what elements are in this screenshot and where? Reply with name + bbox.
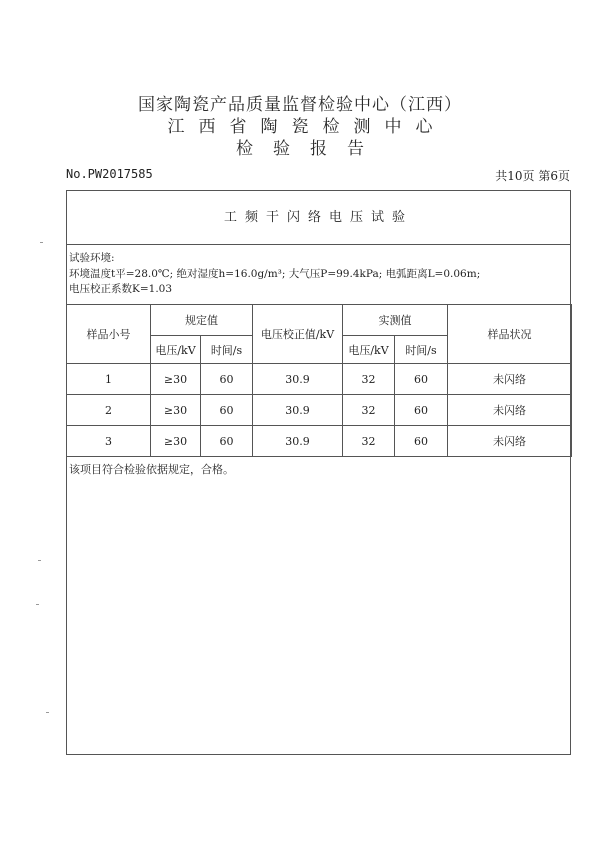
cell-sample-no: 3 xyxy=(67,426,151,457)
header-specified: 规定值 xyxy=(151,305,253,336)
voltage-correction: 电压校正系数K=1.03 xyxy=(69,283,173,295)
header-spec-voltage: 电压/kV xyxy=(151,336,201,364)
cell-spec-voltage: ≥30 xyxy=(151,364,201,395)
cell-meas-time: 60 xyxy=(395,364,448,395)
header-measured: 实测值 xyxy=(343,305,448,336)
cell-corrected: 30.9 xyxy=(253,395,343,426)
header-spec-time: 时间/s xyxy=(201,336,253,364)
header-status: 样品状况 xyxy=(448,305,572,364)
scan-speck xyxy=(36,604,39,605)
cell-status: 未闪络 xyxy=(448,395,572,426)
table-row xyxy=(67,426,572,457)
cell-spec-time: 60 xyxy=(201,395,253,426)
cell-corrected: 30.9 xyxy=(253,426,343,457)
cell-corrected: 30.9 xyxy=(253,364,343,395)
cell-sample-no: 2 xyxy=(67,395,151,426)
page-info: 共10页 第6页 xyxy=(495,169,570,183)
cell-status: 未闪络 xyxy=(448,426,572,457)
report-frame xyxy=(66,190,571,755)
cell-meas-time: 60 xyxy=(395,395,448,426)
table-row xyxy=(67,364,572,395)
header-meas-time: 时间/s xyxy=(395,336,448,364)
cell-status: 未闪络 xyxy=(448,364,572,395)
cell-meas-voltage: 32 xyxy=(343,395,395,426)
cell-spec-voltage: ≥30 xyxy=(151,395,201,426)
cell-spec-voltage: ≥30 xyxy=(151,426,201,457)
environment-label: 试验环境: xyxy=(69,252,115,264)
header-meas-voltage: 电压/kV xyxy=(343,336,395,364)
header-corrected: 电压校正值/kV xyxy=(253,305,343,364)
cell-spec-time: 60 xyxy=(201,364,253,395)
scan-speck xyxy=(38,560,41,561)
results-table xyxy=(66,304,572,457)
table-row xyxy=(67,395,572,426)
scan-speck xyxy=(46,712,49,713)
cell-meas-voltage: 32 xyxy=(343,364,395,395)
conclusion-text: 该项目符合检验依据规定，合格。 xyxy=(69,463,234,476)
cell-sample-no: 1 xyxy=(67,364,151,395)
report-number: No.PW2017585 xyxy=(66,167,153,181)
header-sample-no: 样品小号 xyxy=(67,305,151,364)
report-center-title: 江西省陶瓷检测中心 xyxy=(167,117,447,137)
scan-speck xyxy=(40,242,43,243)
cell-meas-time: 60 xyxy=(395,426,448,457)
environment-block xyxy=(69,251,480,298)
test-title: 工频干闪络电压试验 xyxy=(67,191,570,245)
report-org-title: 国家陶瓷产品质量监督检验中心（江西） xyxy=(138,95,462,115)
cell-spec-time: 60 xyxy=(201,426,253,457)
cell-meas-voltage: 32 xyxy=(343,426,395,457)
report-type-title: 检验报告 xyxy=(236,139,384,159)
environment-conditions: 环境温度t平=28.0℃; 绝对湿度h=16.0g/m³; 大气压P=99.4kPa; 电弧距离L=0.06m; xyxy=(69,267,481,280)
